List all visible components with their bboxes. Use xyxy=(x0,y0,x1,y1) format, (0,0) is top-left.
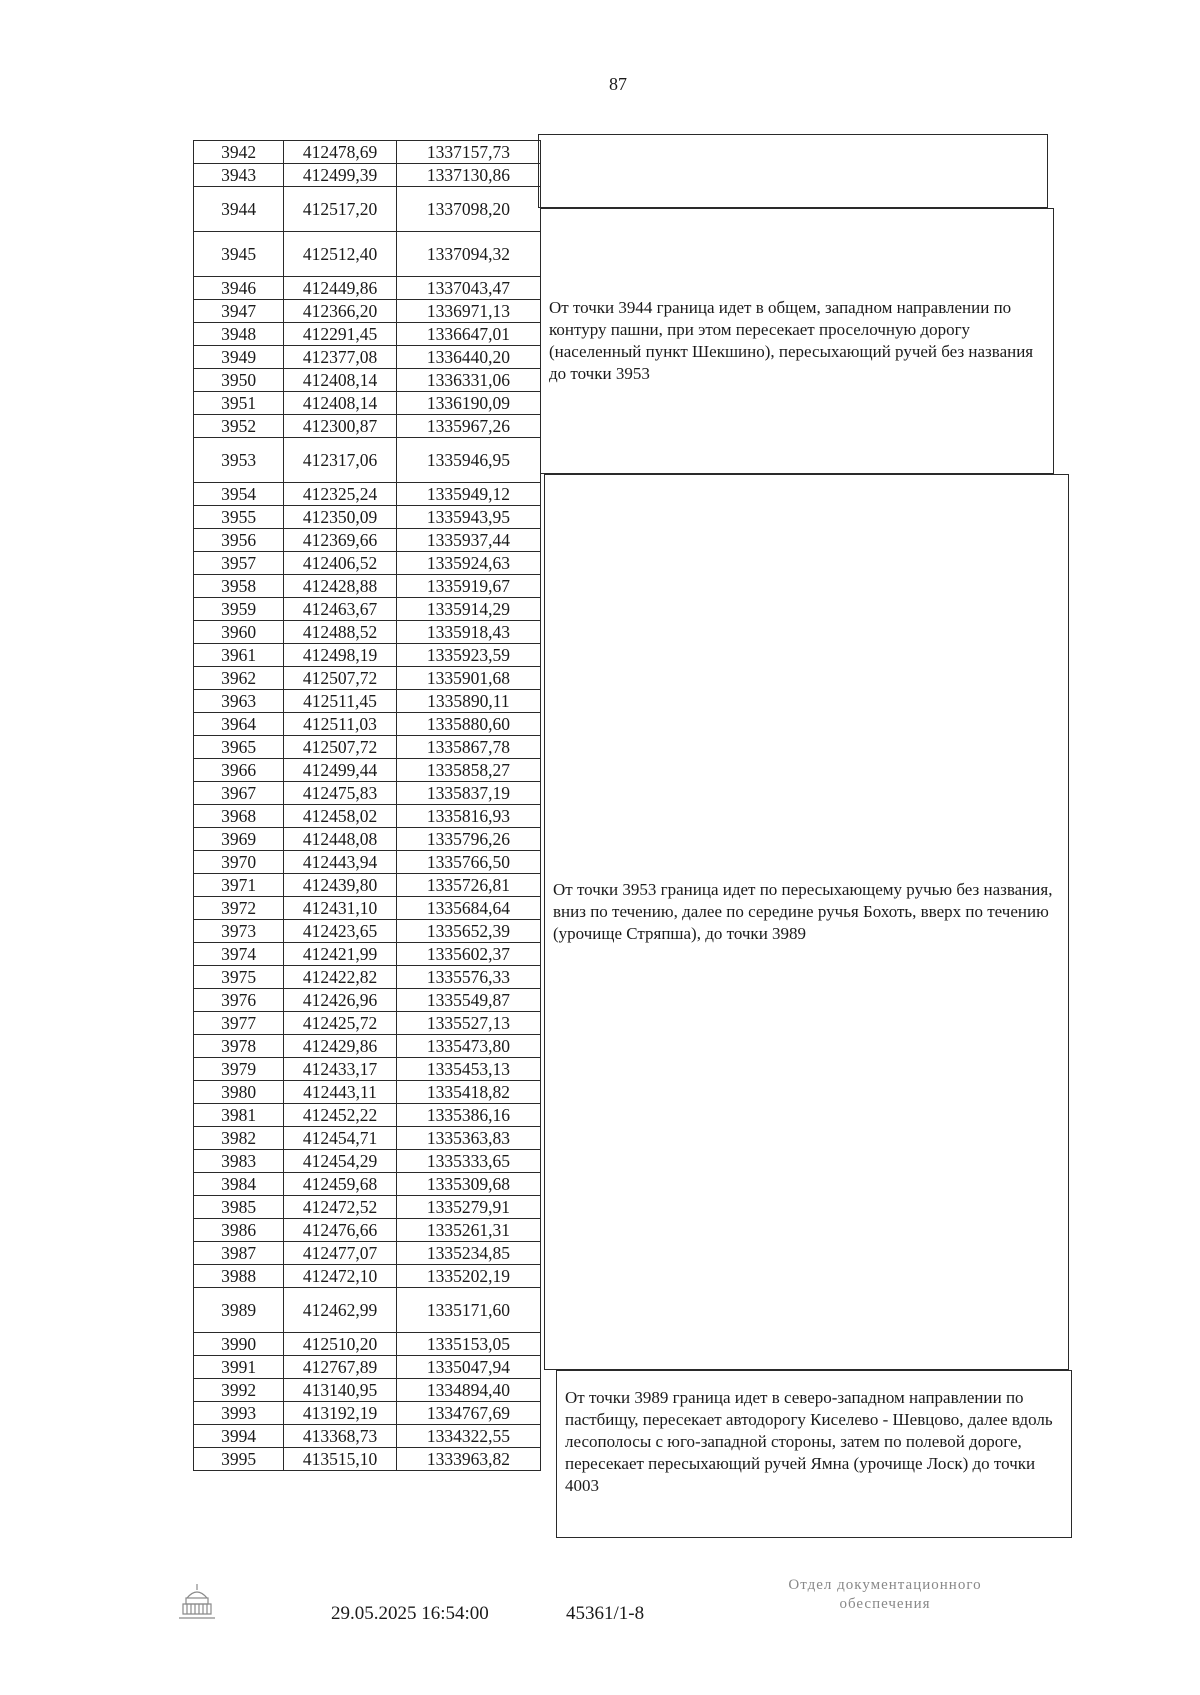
x-coordinate-cell: 412517,20 xyxy=(284,187,397,232)
point-number-cell: 3981 xyxy=(194,1104,284,1127)
table-row xyxy=(194,1081,541,1104)
y-coordinate-cell: 1337130,86 xyxy=(396,164,540,187)
table-row xyxy=(194,897,541,920)
point-number-cell: 3991 xyxy=(194,1356,284,1379)
point-number-cell: 3963 xyxy=(194,690,284,713)
x-coordinate-cell: 412452,22 xyxy=(284,1104,397,1127)
coordinates-table xyxy=(193,140,541,1471)
point-number-cell: 3949 xyxy=(194,346,284,369)
y-coordinate-cell: 1335858,27 xyxy=(396,759,540,782)
x-coordinate-cell: 412423,65 xyxy=(284,920,397,943)
table-row xyxy=(194,644,541,667)
y-coordinate-cell: 1335914,29 xyxy=(396,598,540,621)
x-coordinate-cell: 412498,19 xyxy=(284,644,397,667)
footer-date: 29.05.2025 16:54:00 xyxy=(331,1603,489,1624)
point-number-cell: 3986 xyxy=(194,1219,284,1242)
table-row xyxy=(194,164,541,187)
table-row xyxy=(194,575,541,598)
x-coordinate-cell: 412439,80 xyxy=(284,874,397,897)
point-number-cell: 3977 xyxy=(194,1012,284,1035)
y-coordinate-cell: 1335924,63 xyxy=(396,552,540,575)
point-number-cell: 3979 xyxy=(194,1058,284,1081)
y-coordinate-cell: 1336647,01 xyxy=(396,323,540,346)
table-row xyxy=(194,552,541,575)
point-number-cell: 3959 xyxy=(194,598,284,621)
y-coordinate-cell: 1335309,68 xyxy=(396,1173,540,1196)
y-coordinate-cell: 1335047,94 xyxy=(396,1356,540,1379)
y-coordinate-cell: 1335946,95 xyxy=(396,438,540,483)
y-coordinate-cell: 1337157,73 xyxy=(396,141,540,164)
y-coordinate-cell: 1335418,82 xyxy=(396,1081,540,1104)
x-coordinate-cell: 412488,52 xyxy=(284,621,397,644)
x-coordinate-cell: 412408,14 xyxy=(284,369,397,392)
description-cell-3 xyxy=(544,474,1069,1370)
x-coordinate-cell: 412511,03 xyxy=(284,713,397,736)
x-coordinate-cell: 412428,88 xyxy=(284,575,397,598)
point-number-cell: 3964 xyxy=(194,713,284,736)
table-row xyxy=(194,1035,541,1058)
table-row xyxy=(194,369,541,392)
table-row xyxy=(194,851,541,874)
stamp-line-2: обеспечения xyxy=(839,1596,931,1612)
y-coordinate-cell: 1335202,19 xyxy=(396,1265,540,1288)
table-row xyxy=(194,1104,541,1127)
footer-document-code: 45361/1-8 xyxy=(566,1603,645,1624)
y-coordinate-cell: 1336190,09 xyxy=(396,392,540,415)
point-number-cell: 3987 xyxy=(194,1242,284,1265)
y-coordinate-cell: 1337094,32 xyxy=(396,232,540,277)
table-row xyxy=(194,1379,541,1402)
x-coordinate-cell: 412454,71 xyxy=(284,1127,397,1150)
y-coordinate-cell: 1335453,13 xyxy=(396,1058,540,1081)
y-coordinate-cell: 1335363,83 xyxy=(396,1127,540,1150)
table-row xyxy=(194,874,541,897)
table-row xyxy=(194,1173,541,1196)
coordinates-table-body xyxy=(194,141,541,1471)
table-row xyxy=(194,1265,541,1288)
point-number-cell: 3954 xyxy=(194,483,284,506)
point-number-cell: 3975 xyxy=(194,966,284,989)
y-coordinate-cell: 1335796,26 xyxy=(396,828,540,851)
table-row xyxy=(194,346,541,369)
point-number-cell: 3958 xyxy=(194,575,284,598)
y-coordinate-cell: 1337043,47 xyxy=(396,277,540,300)
x-coordinate-cell: 412476,66 xyxy=(284,1219,397,1242)
y-coordinate-cell: 1335652,39 xyxy=(396,920,540,943)
point-number-cell: 3989 xyxy=(194,1288,284,1333)
y-coordinate-cell: 1335549,87 xyxy=(396,989,540,1012)
table-row xyxy=(194,943,541,966)
point-number-cell: 3960 xyxy=(194,621,284,644)
point-number-cell: 3966 xyxy=(194,759,284,782)
point-number-cell: 3948 xyxy=(194,323,284,346)
point-number-cell: 3971 xyxy=(194,874,284,897)
y-coordinate-cell: 1336331,06 xyxy=(396,369,540,392)
x-coordinate-cell: 412366,20 xyxy=(284,300,397,323)
y-coordinate-cell: 1335234,85 xyxy=(396,1242,540,1265)
x-coordinate-cell: 412767,89 xyxy=(284,1356,397,1379)
x-coordinate-cell: 412462,99 xyxy=(284,1288,397,1333)
point-number-cell: 3961 xyxy=(194,644,284,667)
table-row xyxy=(194,920,541,943)
point-number-cell: 3944 xyxy=(194,187,284,232)
table-row xyxy=(194,713,541,736)
table-row xyxy=(194,529,541,552)
table-row xyxy=(194,690,541,713)
table-row xyxy=(194,989,541,1012)
point-number-cell: 3983 xyxy=(194,1150,284,1173)
point-number-cell: 3984 xyxy=(194,1173,284,1196)
y-coordinate-cell: 1335867,78 xyxy=(396,736,540,759)
table-row xyxy=(194,1058,541,1081)
table-row xyxy=(194,506,541,529)
point-number-cell: 3973 xyxy=(194,920,284,943)
x-coordinate-cell: 412317,06 xyxy=(284,438,397,483)
x-coordinate-cell: 412433,17 xyxy=(284,1058,397,1081)
x-coordinate-cell: 412454,29 xyxy=(284,1150,397,1173)
point-number-cell: 3994 xyxy=(194,1425,284,1448)
table-row xyxy=(194,1196,541,1219)
point-number-cell: 3952 xyxy=(194,415,284,438)
y-coordinate-cell: 1334322,55 xyxy=(396,1425,540,1448)
point-number-cell: 3955 xyxy=(194,506,284,529)
table-row xyxy=(194,1448,541,1471)
point-number-cell: 3950 xyxy=(194,369,284,392)
point-number-cell: 3992 xyxy=(194,1379,284,1402)
table-row xyxy=(194,1425,541,1448)
x-coordinate-cell: 412499,39 xyxy=(284,164,397,187)
table-row xyxy=(194,323,541,346)
x-coordinate-cell: 412369,66 xyxy=(284,529,397,552)
x-coordinate-cell: 412507,72 xyxy=(284,667,397,690)
x-coordinate-cell: 413515,10 xyxy=(284,1448,397,1471)
x-coordinate-cell: 412449,86 xyxy=(284,277,397,300)
x-coordinate-cell: 412472,10 xyxy=(284,1265,397,1288)
table-row xyxy=(194,232,541,277)
x-coordinate-cell: 412510,20 xyxy=(284,1333,397,1356)
table-row xyxy=(194,141,541,164)
point-number-cell: 3943 xyxy=(194,164,284,187)
y-coordinate-cell: 1335901,68 xyxy=(396,667,540,690)
x-coordinate-cell: 413192,19 xyxy=(284,1402,397,1425)
table-row xyxy=(194,415,541,438)
table-row xyxy=(194,782,541,805)
description-cell-4 xyxy=(556,1370,1072,1538)
table-row xyxy=(194,277,541,300)
point-number-cell: 3942 xyxy=(194,141,284,164)
table-row xyxy=(194,805,541,828)
x-coordinate-cell: 412377,08 xyxy=(284,346,397,369)
y-coordinate-cell: 1335967,26 xyxy=(396,415,540,438)
x-coordinate-cell: 412499,44 xyxy=(284,759,397,782)
y-coordinate-cell: 1335918,43 xyxy=(396,621,540,644)
point-number-cell: 3969 xyxy=(194,828,284,851)
point-number-cell: 3985 xyxy=(194,1196,284,1219)
description-text-3: От точки 3953 граница идет по пересыхающему ручью без названия, вниз по течению, далее по середине ручья Бохоть, вверх по течению (урочище Стряпша), до точки 3989 xyxy=(553,880,1053,943)
y-coordinate-cell: 1336440,20 xyxy=(396,346,540,369)
x-coordinate-cell: 412511,45 xyxy=(284,690,397,713)
description-text-2: От точки 3944 граница идет в общем, западном направлении по контуру пашни, при этом пересекает проселочную дорогу (населенный пункт Шекшино), пересыхающий ручей без названия до точки 3953 xyxy=(549,298,1034,383)
x-coordinate-cell: 412325,24 xyxy=(284,483,397,506)
point-number-cell: 3988 xyxy=(194,1265,284,1288)
point-number-cell: 3953 xyxy=(194,438,284,483)
table-row xyxy=(194,621,541,644)
point-number-cell: 3978 xyxy=(194,1035,284,1058)
x-coordinate-cell: 412458,02 xyxy=(284,805,397,828)
point-number-cell: 3957 xyxy=(194,552,284,575)
table-row xyxy=(194,187,541,232)
table-row xyxy=(194,1127,541,1150)
x-coordinate-cell: 412426,96 xyxy=(284,989,397,1012)
point-number-cell: 3982 xyxy=(194,1127,284,1150)
y-coordinate-cell: 1335602,37 xyxy=(396,943,540,966)
point-number-cell: 3995 xyxy=(194,1448,284,1471)
y-coordinate-cell: 1337098,20 xyxy=(396,187,540,232)
table-row xyxy=(194,300,541,323)
table-row xyxy=(194,392,541,415)
x-coordinate-cell: 412478,69 xyxy=(284,141,397,164)
point-number-cell: 3951 xyxy=(194,392,284,415)
y-coordinate-cell: 1335816,93 xyxy=(396,805,540,828)
y-coordinate-cell: 1335919,67 xyxy=(396,575,540,598)
y-coordinate-cell: 1335837,19 xyxy=(396,782,540,805)
point-number-cell: 3965 xyxy=(194,736,284,759)
x-coordinate-cell: 412443,11 xyxy=(284,1081,397,1104)
table-row xyxy=(194,1150,541,1173)
table-row xyxy=(194,759,541,782)
point-number-cell: 3993 xyxy=(194,1402,284,1425)
table-row xyxy=(194,667,541,690)
x-coordinate-cell: 412512,40 xyxy=(284,232,397,277)
x-coordinate-cell: 412406,52 xyxy=(284,552,397,575)
x-coordinate-cell: 412408,14 xyxy=(284,392,397,415)
y-coordinate-cell: 1334894,40 xyxy=(396,1379,540,1402)
table-row xyxy=(194,598,541,621)
y-coordinate-cell: 1335171,60 xyxy=(396,1288,540,1333)
table-row xyxy=(194,483,541,506)
y-coordinate-cell: 1335386,16 xyxy=(396,1104,540,1127)
x-coordinate-cell: 412431,10 xyxy=(284,897,397,920)
y-coordinate-cell: 1335684,64 xyxy=(396,897,540,920)
point-number-cell: 3968 xyxy=(194,805,284,828)
x-coordinate-cell: 412429,86 xyxy=(284,1035,397,1058)
table-row xyxy=(194,438,541,483)
x-coordinate-cell: 412463,67 xyxy=(284,598,397,621)
table-row xyxy=(194,1012,541,1035)
x-coordinate-cell: 412459,68 xyxy=(284,1173,397,1196)
y-coordinate-cell: 1335923,59 xyxy=(396,644,540,667)
table-row xyxy=(194,1242,541,1265)
table-row xyxy=(194,1356,541,1379)
x-coordinate-cell: 412475,83 xyxy=(284,782,397,805)
y-coordinate-cell: 1335880,60 xyxy=(396,713,540,736)
x-coordinate-cell: 412477,07 xyxy=(284,1242,397,1265)
point-number-cell: 3947 xyxy=(194,300,284,323)
y-coordinate-cell: 1336971,13 xyxy=(396,300,540,323)
y-coordinate-cell: 1335527,13 xyxy=(396,1012,540,1035)
y-coordinate-cell: 1335279,91 xyxy=(396,1196,540,1219)
table-row xyxy=(194,1288,541,1333)
y-coordinate-cell: 1335949,12 xyxy=(396,483,540,506)
y-coordinate-cell: 1335473,80 xyxy=(396,1035,540,1058)
y-coordinate-cell: 1335261,31 xyxy=(396,1219,540,1242)
stamp-line-1: Отдел документационного xyxy=(788,1577,982,1593)
department-stamp xyxy=(740,1576,1030,1614)
page-number: 87 xyxy=(609,74,627,94)
description-text-4: От точки 3989 граница идет в северо-западном направлении по пастбищу, пересекает автодорогу Киселево - Шевцово, далее вдоль лесополосы с юго-западной стороны, затем по полевой дороге, пересекает пересыхающий ручей Ямна (урочище Лоск) до точки 4003 xyxy=(565,1388,1053,1495)
x-coordinate-cell: 412300,87 xyxy=(284,415,397,438)
x-coordinate-cell: 412350,09 xyxy=(284,506,397,529)
x-coordinate-cell: 412507,72 xyxy=(284,736,397,759)
point-number-cell: 3967 xyxy=(194,782,284,805)
y-coordinate-cell: 1335726,81 xyxy=(396,874,540,897)
y-coordinate-cell: 1335333,65 xyxy=(396,1150,540,1173)
y-coordinate-cell: 1335943,95 xyxy=(396,506,540,529)
x-coordinate-cell: 413368,73 xyxy=(284,1425,397,1448)
y-coordinate-cell: 1335890,11 xyxy=(396,690,540,713)
point-number-cell: 3962 xyxy=(194,667,284,690)
x-coordinate-cell: 412291,45 xyxy=(284,323,397,346)
x-coordinate-cell: 412448,08 xyxy=(284,828,397,851)
y-coordinate-cell: 1335153,05 xyxy=(396,1333,540,1356)
x-coordinate-cell: 413140,95 xyxy=(284,1379,397,1402)
point-number-cell: 3956 xyxy=(194,529,284,552)
description-cell-2 xyxy=(540,208,1054,474)
x-coordinate-cell: 412443,94 xyxy=(284,851,397,874)
point-number-cell: 3990 xyxy=(194,1333,284,1356)
point-number-cell: 3974 xyxy=(194,943,284,966)
x-coordinate-cell: 412422,82 xyxy=(284,966,397,989)
y-coordinate-cell: 1335576,33 xyxy=(396,966,540,989)
table-row xyxy=(194,1333,541,1356)
y-coordinate-cell: 1335937,44 xyxy=(396,529,540,552)
y-coordinate-cell: 1333963,82 xyxy=(396,1448,540,1471)
y-coordinate-cell: 1335766,50 xyxy=(396,851,540,874)
point-number-cell: 3945 xyxy=(194,232,284,277)
x-coordinate-cell: 412425,72 xyxy=(284,1012,397,1035)
table-row xyxy=(194,966,541,989)
x-coordinate-cell: 412472,52 xyxy=(284,1196,397,1219)
y-coordinate-cell: 1334767,69 xyxy=(396,1402,540,1425)
table-row xyxy=(194,828,541,851)
description-cell-1 xyxy=(538,134,1048,208)
emblem-logo-icon xyxy=(175,1580,219,1624)
table-row xyxy=(194,1402,541,1425)
table-row xyxy=(194,736,541,759)
point-number-cell: 3970 xyxy=(194,851,284,874)
point-number-cell: 3976 xyxy=(194,989,284,1012)
x-coordinate-cell: 412421,99 xyxy=(284,943,397,966)
point-number-cell: 3980 xyxy=(194,1081,284,1104)
point-number-cell: 3946 xyxy=(194,277,284,300)
table-row xyxy=(194,1219,541,1242)
point-number-cell: 3972 xyxy=(194,897,284,920)
